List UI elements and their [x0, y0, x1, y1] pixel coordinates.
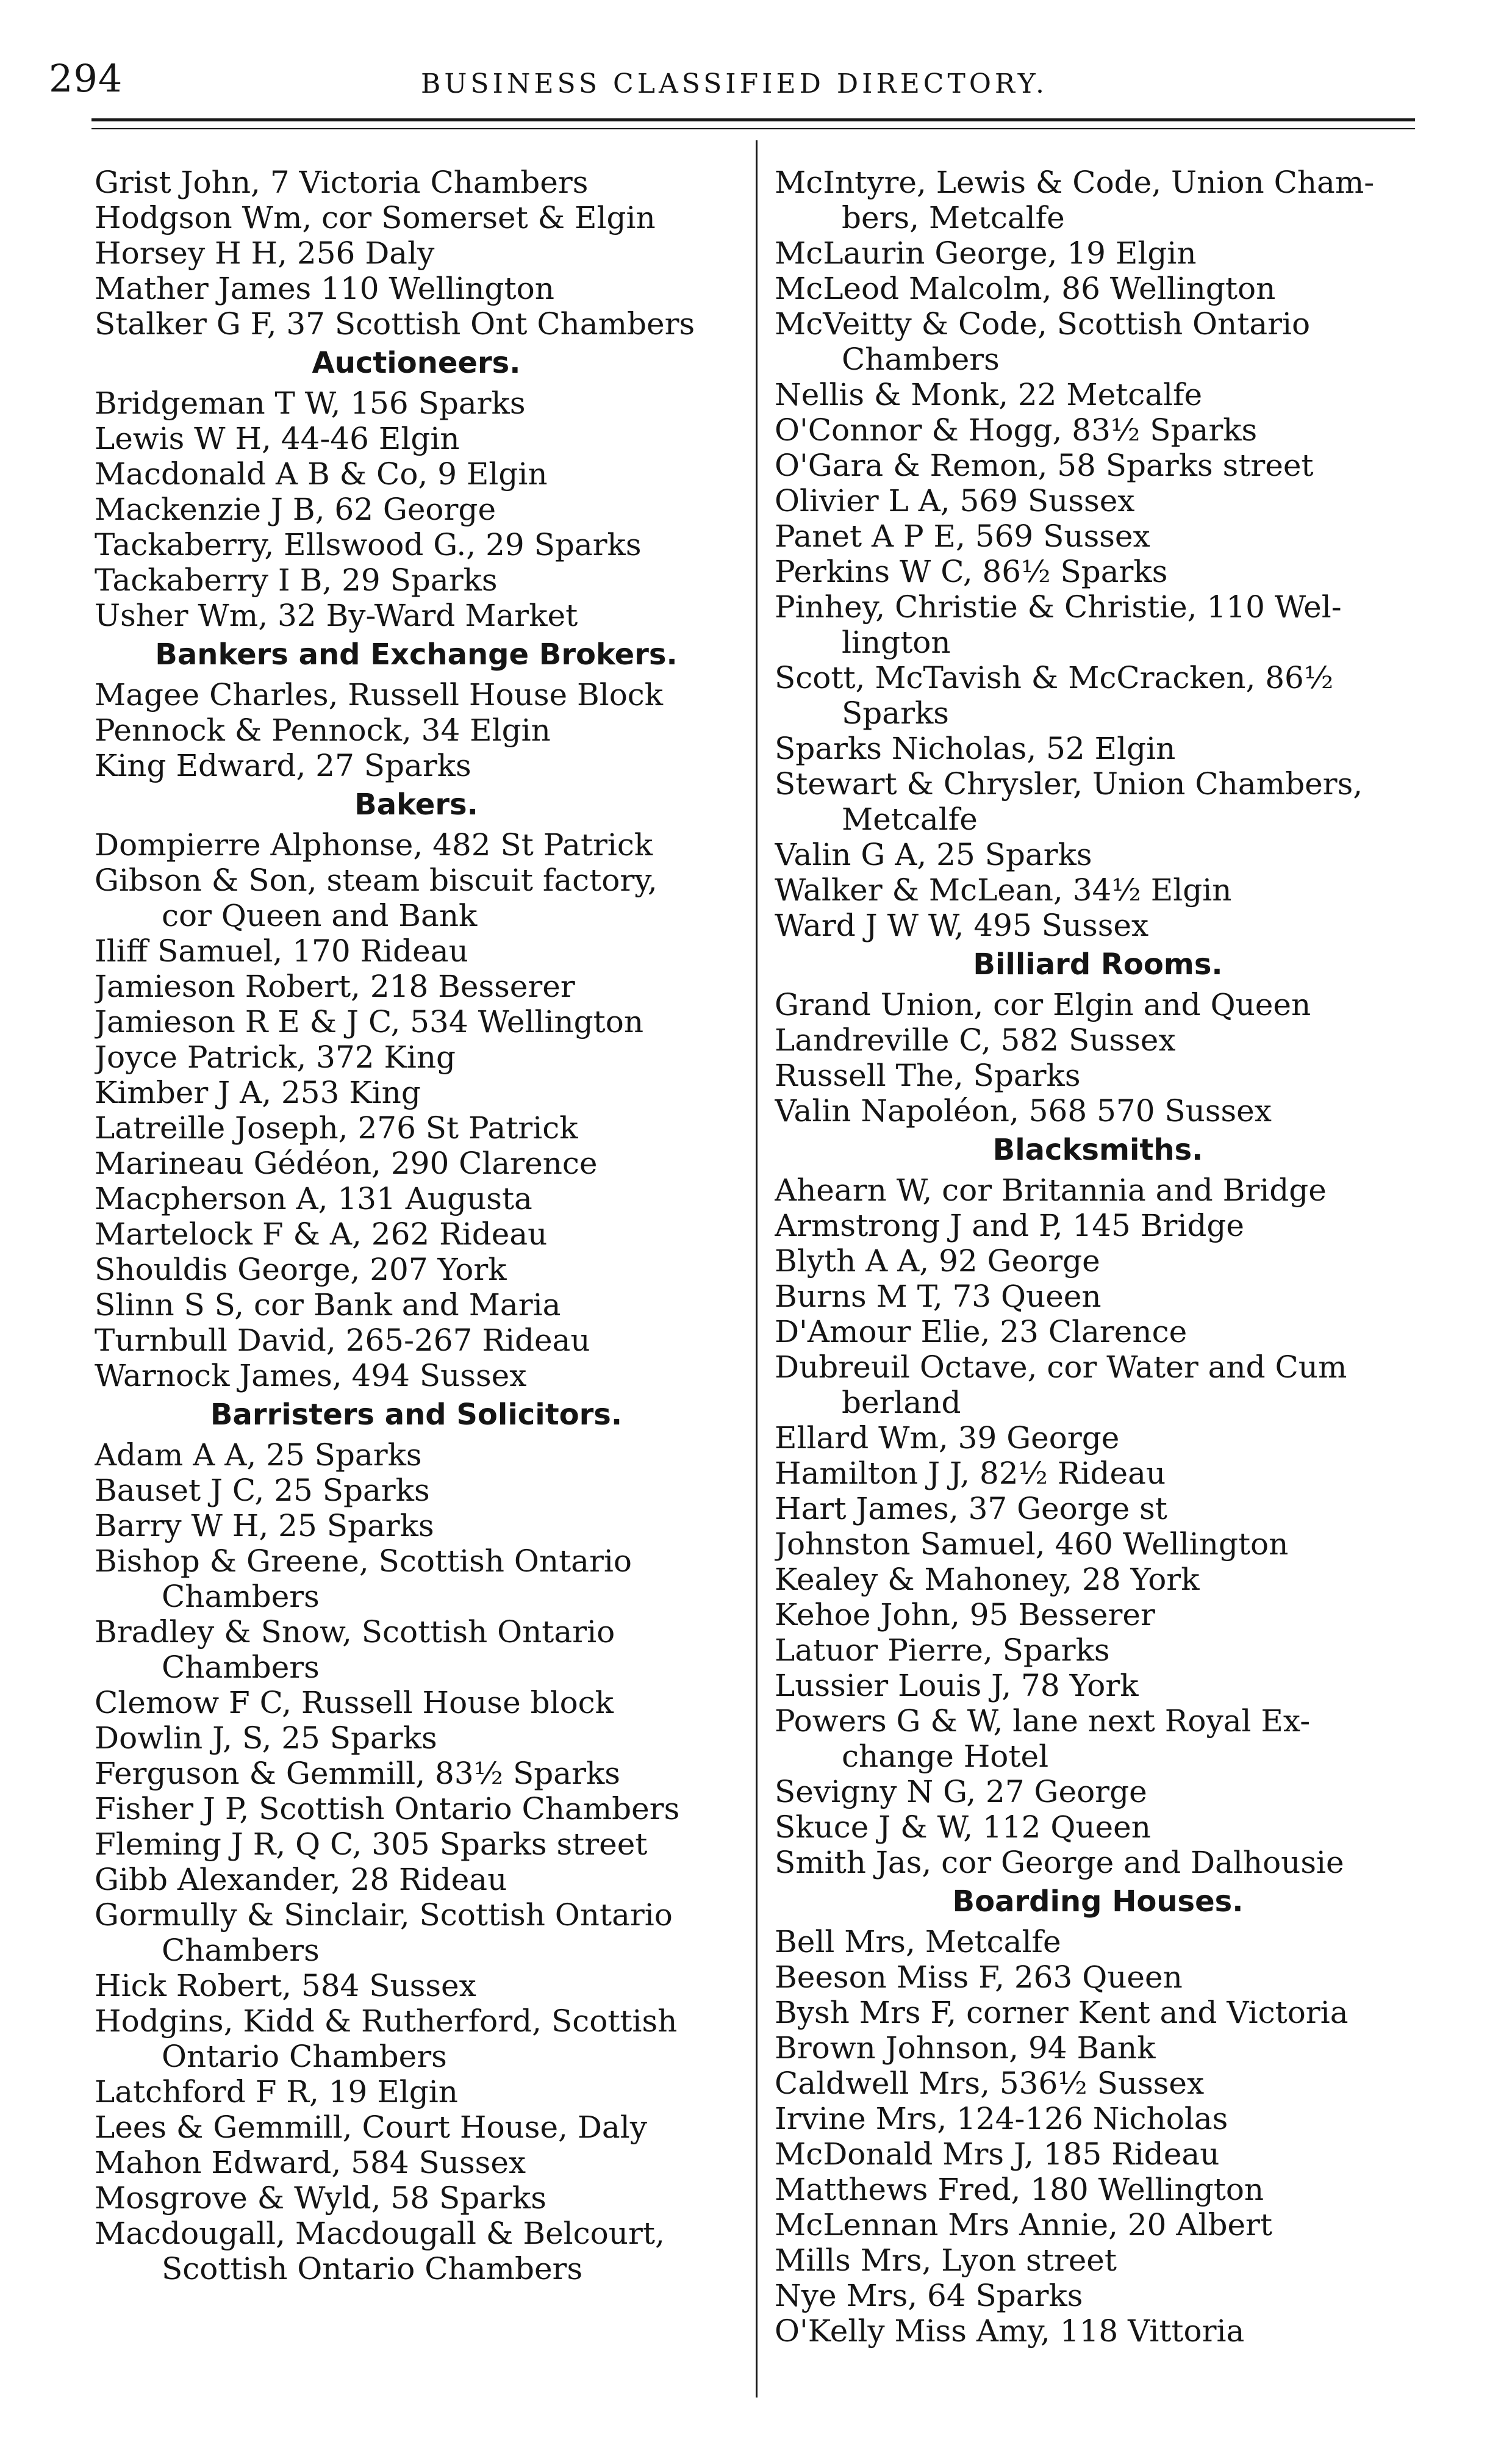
- listing-entry: Joyce Patrick, 372 King: [95, 1040, 456, 1075]
- listing-entry: O'Gara & Remon, 58 Sparks street: [775, 448, 1314, 483]
- column-divider: [756, 140, 758, 2398]
- listing-entry: Gormully & Sinclair, Scottish Ontario: [95, 1897, 673, 1933]
- listing-entry: Hart James, 37 George st: [775, 1491, 1167, 1526]
- listing-entry: Dowlin J, S, 25 Sparks: [95, 1720, 437, 1756]
- listing-entry: Slinn S S, cor Bank and Maria: [95, 1287, 561, 1323]
- listing-continuation: bers, Metcalfe: [842, 200, 1065, 235]
- listing-entry: Kealey & Mahoney, 28 York: [775, 1562, 1200, 1597]
- listing-entry: Irvine Mrs, 124-126 Nicholas: [775, 2101, 1228, 2136]
- listing-entry: Hodgson Wm, cor Somerset & Elgin: [95, 200, 656, 235]
- listing-entry: Bell Mrs, Metcalfe: [775, 1924, 1061, 1959]
- listing-entry: Caldwell Mrs, 536½ Sussex: [775, 2066, 1205, 2101]
- listing-entry: Powers G & W, lane next Royal Ex-: [775, 1703, 1311, 1739]
- listing-entry: Hick Robert, 584 Sussex: [95, 1968, 476, 2003]
- listing-entry: Macdougall, Macdougall & Belcourt,: [95, 2216, 665, 2251]
- listing-entry: Perkins W C, 86½ Sparks: [775, 554, 1168, 589]
- listing-continuation: Chambers: [842, 342, 1000, 377]
- listing-continuation: Chambers: [162, 1650, 320, 1685]
- listing-entry: Latuor Pierre, Sparks: [775, 1632, 1110, 1668]
- listing-entry: Gibb Alexander, 28 Rideau: [95, 1862, 507, 1897]
- listing-entry: Pennock & Pennock, 34 Elgin: [95, 713, 551, 748]
- listing-entry: Iliff Samuel, 170 Rideau: [95, 933, 468, 969]
- listing-entry: Lussier Louis J, 78 York: [775, 1668, 1139, 1703]
- listing-entry: Dubreuil Octave, cor Water and Cum: [775, 1349, 1347, 1385]
- listing-entry: Skuce J & W, 112 Queen: [775, 1809, 1151, 1845]
- listing-entry: Mahon Edward, 584 Sussex: [95, 2145, 526, 2180]
- listing-entry: Jamieson R E & J C, 534 Wellington: [95, 1004, 644, 1040]
- listing-entry: Valin G A, 25 Sparks: [775, 837, 1092, 872]
- listing-continuation: Ontario Chambers: [162, 2039, 447, 2074]
- listing-entry: Ferguson & Gemmill, 83½ Sparks: [95, 1756, 620, 1791]
- listing-entry: Nye Mrs, 64 Sparks: [775, 2278, 1083, 2313]
- running-title: BUSINESS CLASSIFIED DIRECTORY.: [421, 68, 1048, 99]
- listing-entry: Lees & Gemmill, Court House, Daly: [95, 2110, 647, 2145]
- listing-entry: McLeod Malcolm, 86 Wellington: [775, 271, 1276, 306]
- section-heading: Bankers and Exchange Brokers.: [155, 638, 678, 672]
- listing-entry: Martelock F & A, 262 Rideau: [95, 1216, 548, 1252]
- listing-continuation: Scottish Ontario Chambers: [162, 2251, 583, 2286]
- listing-entry: Jamieson Robert, 218 Besserer: [95, 969, 575, 1004]
- listing-entry: Warnock James, 494 Sussex: [95, 1358, 527, 1393]
- listing-entry: Sevigny N G, 27 George: [775, 1774, 1147, 1809]
- listing-entry: Fisher J P, Scottish Ontario Chambers: [95, 1791, 680, 1826]
- listing-entry: Bishop & Greene, Scottish Ontario: [95, 1543, 632, 1579]
- listing-entry: Stewart & Chrysler, Union Chambers,: [775, 766, 1363, 802]
- listing-entry: Usher Wm, 32 By-Ward Market: [95, 598, 578, 633]
- listing-entry: McLennan Mrs Annie, 20 Albert: [775, 2207, 1273, 2243]
- listing-entry: Hamilton J J, 82½ Rideau: [775, 1456, 1166, 1491]
- page-header: [0, 0, 1501, 134]
- listing-entry: Ahearn W, cor Britannia and Bridge: [775, 1173, 1327, 1208]
- listing-entry: Russell The, Sparks: [775, 1058, 1081, 1093]
- listing-entry: O'Connor & Hogg, 83½ Sparks: [775, 412, 1258, 448]
- section-heading: Blacksmiths.: [992, 1133, 1203, 1167]
- section-heading: Auctioneers.: [312, 346, 521, 380]
- listing-continuation: Chambers: [162, 1933, 320, 1968]
- listing-entry: Magee Charles, Russell House Block: [95, 677, 664, 713]
- listing-entry: Turnbull David, 265-267 Rideau: [95, 1323, 590, 1358]
- listing-entry: Mills Mrs, Lyon street: [775, 2243, 1117, 2278]
- section-heading: Billiard Rooms.: [973, 947, 1223, 982]
- listing-entry: Mosgrove & Wyld, 58 Sparks: [95, 2180, 546, 2216]
- listing-continuation: lington: [842, 625, 951, 660]
- listing-entry: Adam A A, 25 Sparks: [95, 1437, 422, 1473]
- section-heading: Barristers and Solicitors.: [210, 1398, 623, 1432]
- listing-entry: Grand Union, cor Elgin and Queen: [775, 987, 1311, 1022]
- listing-entry: King Edward, 27 Sparks: [95, 748, 471, 783]
- listing-entry: Panet A P E, 569 Sussex: [775, 519, 1150, 554]
- listing-continuation: Sparks: [842, 695, 949, 731]
- listing-entry: O'Kelly Miss Amy, 118 Vittoria: [775, 2313, 1245, 2349]
- listing-entry: Shouldis George, 207 York: [95, 1252, 507, 1287]
- listing-entry: Dompierre Alphonse, 482 St Patrick: [95, 827, 653, 863]
- listing-entry: Scott, McTavish & McCracken, 86½: [775, 660, 1334, 695]
- listing-entry: Kehoe John, 95 Besserer: [775, 1597, 1155, 1632]
- listing-entry: Burns M T, 73 Queen: [775, 1279, 1102, 1314]
- page-number: 294: [49, 56, 123, 101]
- listing-entry: Ellard Wm, 39 George: [775, 1420, 1120, 1456]
- listing-continuation: change Hotel: [842, 1739, 1049, 1774]
- listing-entry: McDonald Mrs J, 185 Rideau: [775, 2136, 1220, 2172]
- listing-entry: Grist John, 7 Victoria Chambers: [95, 165, 589, 200]
- listing-entry: Marineau Gédéon, 290 Clarence: [95, 1146, 598, 1181]
- listing-entry: Matthews Fred, 180 Wellington: [775, 2172, 1264, 2207]
- listing-entry: Johnston Samuel, 460 Wellington: [775, 1526, 1289, 1562]
- left-column: [95, 165, 738, 2286]
- listing-entry: Mather James 110 Wellington: [95, 271, 554, 306]
- listing-entry: Armstrong J and P, 145 Bridge: [775, 1208, 1244, 1243]
- listing-entry: Tackaberry I B, 29 Sparks: [95, 562, 498, 598]
- listing-continuation: berland: [842, 1385, 961, 1420]
- listing-entry: Hodgins, Kidd & Rutherford, Scottish: [95, 2003, 678, 2039]
- listing-entry: Clemow F C, Russell House block: [95, 1685, 614, 1720]
- listing-entry: Barry W H, 25 Sparks: [95, 1508, 434, 1543]
- listing-continuation: Chambers: [162, 1579, 320, 1614]
- listing-entry: Pinhey, Christie & Christie, 110 Wel-: [775, 589, 1342, 625]
- listing-entry: Kimber J A, 253 King: [95, 1075, 421, 1110]
- right-column: [775, 165, 1421, 2349]
- listing-entry: Fleming J R, Q C, 305 Sparks street: [95, 1826, 648, 1862]
- listing-entry: Blyth A A, 92 George: [775, 1243, 1100, 1279]
- listing-entry: Stalker G F, 37 Scottish Ont Chambers: [95, 306, 695, 342]
- listing-entry: Macdonald A B & Co, 9 Elgin: [95, 456, 548, 492]
- listing-entry: Walker & McLean, 34½ Elgin: [775, 872, 1232, 908]
- listing-entry: McLaurin George, 19 Elgin: [775, 235, 1197, 271]
- listing-entry: Bradley & Snow, Scottish Ontario: [95, 1614, 615, 1650]
- listing-entry: Bysh Mrs F, corner Kent and Victoria: [775, 1995, 1349, 2030]
- listing-entry: Macpherson A, 131 Augusta: [95, 1181, 532, 1216]
- listing-entry: Lewis W H, 44-46 Elgin: [95, 421, 460, 456]
- listing-entry: Olivier L A, 569 Sussex: [775, 483, 1135, 519]
- listing-entry: Gibson & Son, steam biscuit factory,: [95, 863, 657, 898]
- section-heading: Boarding Houses.: [952, 1884, 1244, 1919]
- listing-entry: Mackenzie J B, 62 George: [95, 492, 496, 527]
- listing-entry: Bauset J C, 25 Sparks: [95, 1473, 430, 1508]
- header-rule-thick: [91, 118, 1415, 121]
- listing-entry: D'Amour Elie, 23 Clarence: [775, 1314, 1188, 1349]
- header-rule-thin: [91, 128, 1415, 129]
- listing-entry: Smith Jas, cor George and Dalhousie: [775, 1845, 1344, 1880]
- section-heading: Bakers.: [354, 788, 478, 822]
- listing-entry: Valin Napoléon, 568 570 Sussex: [775, 1093, 1272, 1129]
- listing-entry: Ward J W W, 495 Sussex: [775, 908, 1149, 943]
- listing-entry: Latchford F R, 19 Elgin: [95, 2074, 458, 2110]
- listing-entry: Latreille Joseph, 276 St Patrick: [95, 1110, 578, 1146]
- listing-entry: Horsey H H, 256 Daly: [95, 235, 435, 271]
- listing-entry: McIntyre, Lewis & Code, Union Cham-: [775, 165, 1375, 200]
- listing-entry: Beeson Miss F, 263 Queen: [775, 1959, 1183, 1995]
- listing-continuation: Metcalfe: [842, 802, 978, 837]
- listing-entry: Bridgeman T W, 156 Sparks: [95, 386, 526, 421]
- listing-entry: Nellis & Monk, 22 Metcalfe: [775, 377, 1203, 412]
- listing-entry: Landreville C, 582 Sussex: [775, 1022, 1176, 1058]
- listing-entry: Brown Johnson, 94 Bank: [775, 2030, 1156, 2066]
- listing-continuation: cor Queen and Bank: [162, 898, 478, 933]
- listing-entry: Sparks Nicholas, 52 Elgin: [775, 731, 1176, 766]
- listing-entry: McVeitty & Code, Scottish Ontario: [775, 306, 1311, 342]
- listing-entry: Tackaberry, Ellswood G., 29 Sparks: [95, 527, 642, 562]
